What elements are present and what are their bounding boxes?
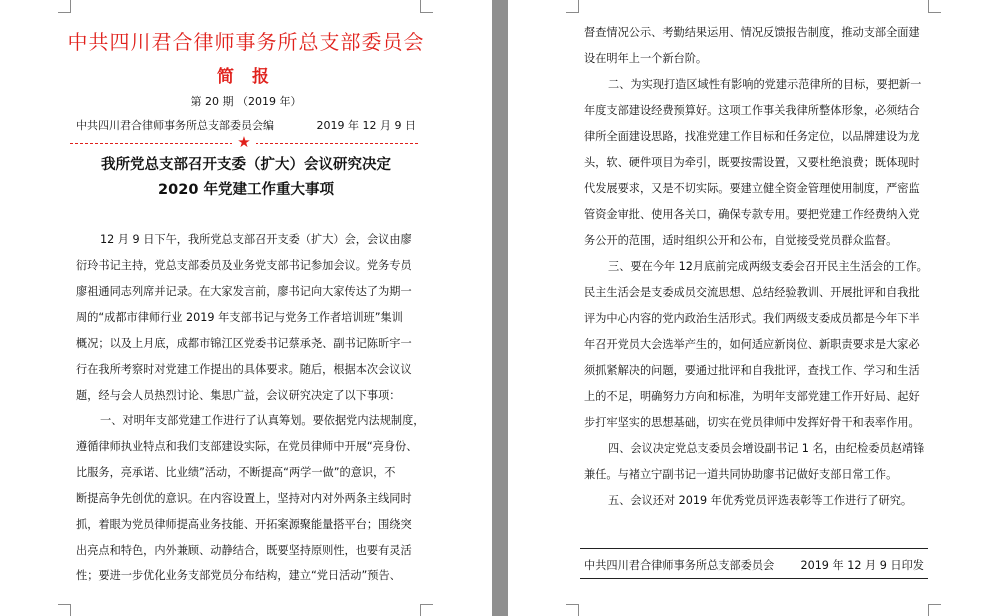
body-text-line: 五、会议还对 2019 年优秀党员评选表彰等工作进行了研究。 — [608, 494, 913, 507]
body-text-line: 务公开的范围，适时组织公开和公布，自觉接受党员群众监督。 — [584, 234, 898, 247]
body-text-line: 断提高争先创优的意识。在内容设置上，坚持对内对外两条主线同时 — [76, 492, 412, 505]
footer-top-rule — [580, 548, 928, 549]
star-icon: ★ — [232, 132, 256, 152]
body-text-line: 管资金审批、使用各关口，确保专款专用。要把党建工作经费纳入党 — [584, 208, 920, 221]
footer-date: 2019 年 12 月 9 日印发 — [800, 559, 924, 572]
page-corner-mark — [58, 0, 71, 13]
body-text-line: 步打牢坚实的思想基础，切实在党员律师中发挥好骨干和表率作用。 — [584, 416, 920, 429]
body-text-line: 三、要在今年 12月底前完成两级支委会召开民主生活会的工作。 — [608, 260, 928, 273]
red-divider — [70, 133, 418, 151]
body-text-line: 12 月 9 日下午，我所党总支部召开支委（扩大）会，会议由廖 — [100, 233, 412, 246]
body-text-line: 年度支部建设经费预算好。这项工作事关我律所整体形象，必须结合 — [584, 104, 920, 117]
body-text-line: 出亮点和特色，内外兼顾、动静结合，既要坚持原则性，也要有灵活 — [76, 544, 412, 557]
page-corner-mark — [566, 0, 579, 13]
document-page-left — [0, 0, 492, 616]
body-text-line: 设在明年上一个新台阶。 — [584, 52, 708, 65]
body-text-line: 比服务，亮承诺、比业绩”活动，不断提高“两学一做”的意识，不 — [76, 466, 396, 479]
headline-line-2: 2020 年党建工作重大事项 — [158, 182, 334, 198]
body-text-line: 衍玲书记主持，党总支部委员及业务党支部书记参加会议。党务专员 — [76, 259, 412, 272]
body-text-line: 一、对明年支部党建工作进行了认真筹划。要依据党内法规制度， — [100, 414, 425, 427]
page-corner-mark — [566, 604, 579, 616]
editor-label: 中共四川君合律师事务所总支部委员会编 — [76, 119, 274, 132]
page-corner-mark — [58, 604, 71, 616]
issue-date: 2019 年 12 月 9 日 — [316, 119, 416, 132]
body-text-line: 廖祖通同志列席并记录。在大家发言前，廖书记向大家传达了为期一 — [76, 285, 412, 298]
body-text-line: 上的不足，明确努力方向和标准，为明年支部党建工作开好局、起好 — [584, 390, 920, 403]
page-gap — [492, 0, 508, 616]
body-text-line: 督查情况公示、考勤结果运用、情况反馈报告制度，推动支部全面建 — [584, 26, 920, 39]
body-text-line: 兼任。与褚立宁副书记一道共同协助廖书记做好支部日常工作。 — [584, 468, 898, 481]
body-text-line: 代发展要求，又是不切实际。要建立健全资金管理使用制度，严密监 — [584, 182, 920, 195]
body-text-line: 二、为实现打造区域性有影响的党建示范律所的目标，要把新一 — [608, 78, 922, 91]
body-text-line: 性；要进一步优化业务支部党员分布结构，建立“党日活动”预告、 — [76, 569, 401, 582]
body-text-line: 题，经与会人员热烈讨论、集思广益，会议研究决定了以下事项： — [76, 389, 401, 402]
body-text-line: 头，软、硬件项目为牵引，既要按需设置，又要杜绝浪费；既体现时 — [584, 156, 920, 169]
page-corner-mark — [420, 604, 433, 616]
brief-title: 简 报 — [217, 67, 275, 87]
body-text-line: 抓，着眼为党员律师提高业务技能、开拓案源聚能量搭平台；围绕突 — [76, 518, 412, 531]
body-text-line: 周的“成都市律师行业 2019 年支部书记与党务工作者培训班”集训 — [76, 311, 403, 324]
body-text-line: 四、会议决定党总支委员会增设副书记 1 名，由纪检委员赵靖锋 — [608, 442, 925, 455]
page-corner-mark — [928, 0, 941, 13]
footer-org: 中共四川君合律师事务所总支部委员会 — [584, 559, 775, 572]
body-text-line: 律所全面建设思路，找准党建工作目标和任务定位，以品牌建设为龙 — [584, 130, 920, 143]
footer-bottom-rule — [580, 578, 928, 579]
body-text-line: 概况；以及上月底，成都市锦江区党委书记蔡承尧、副书记陈昕宇一 — [76, 337, 412, 350]
document-page-right — [508, 0, 1000, 616]
body-text-line: 年召开党员大会选举产生的，如何适应新岗位、新职责要求是大家必 — [584, 338, 920, 351]
org-title: 中共四川君合律师事务所总支部委员会 — [67, 30, 425, 54]
body-text-line: 行在我所考察时对党建工作提出的具体要求。随后，根据本次会议议 — [76, 363, 412, 376]
body-text-line: 遵循律师执业特点和我们支部建设实际，在党员律师中开展“亮身份、 — [76, 440, 418, 453]
headline-line-1: 我所党总支部召开支委（扩大）会议研究决定 — [101, 157, 391, 173]
body-text-line: 评为中心内容的党内政治生活形式。我们两级支委成员都是今年下半 — [584, 312, 920, 325]
page-corner-mark — [420, 0, 433, 13]
masthead-row — [76, 117, 416, 133]
issue-number: 第 20 期 （2019 年） — [190, 95, 302, 108]
body-text-line: 须抓紧解决的问题，要通过批评和自我批评，查找工作、学习和生活 — [584, 364, 920, 377]
page-corner-mark — [928, 604, 941, 616]
footer-row — [584, 557, 924, 573]
body-text-line: 民主生活会是支委成员交流思想、总结经验教训、开展批评和自我批 — [584, 286, 920, 299]
